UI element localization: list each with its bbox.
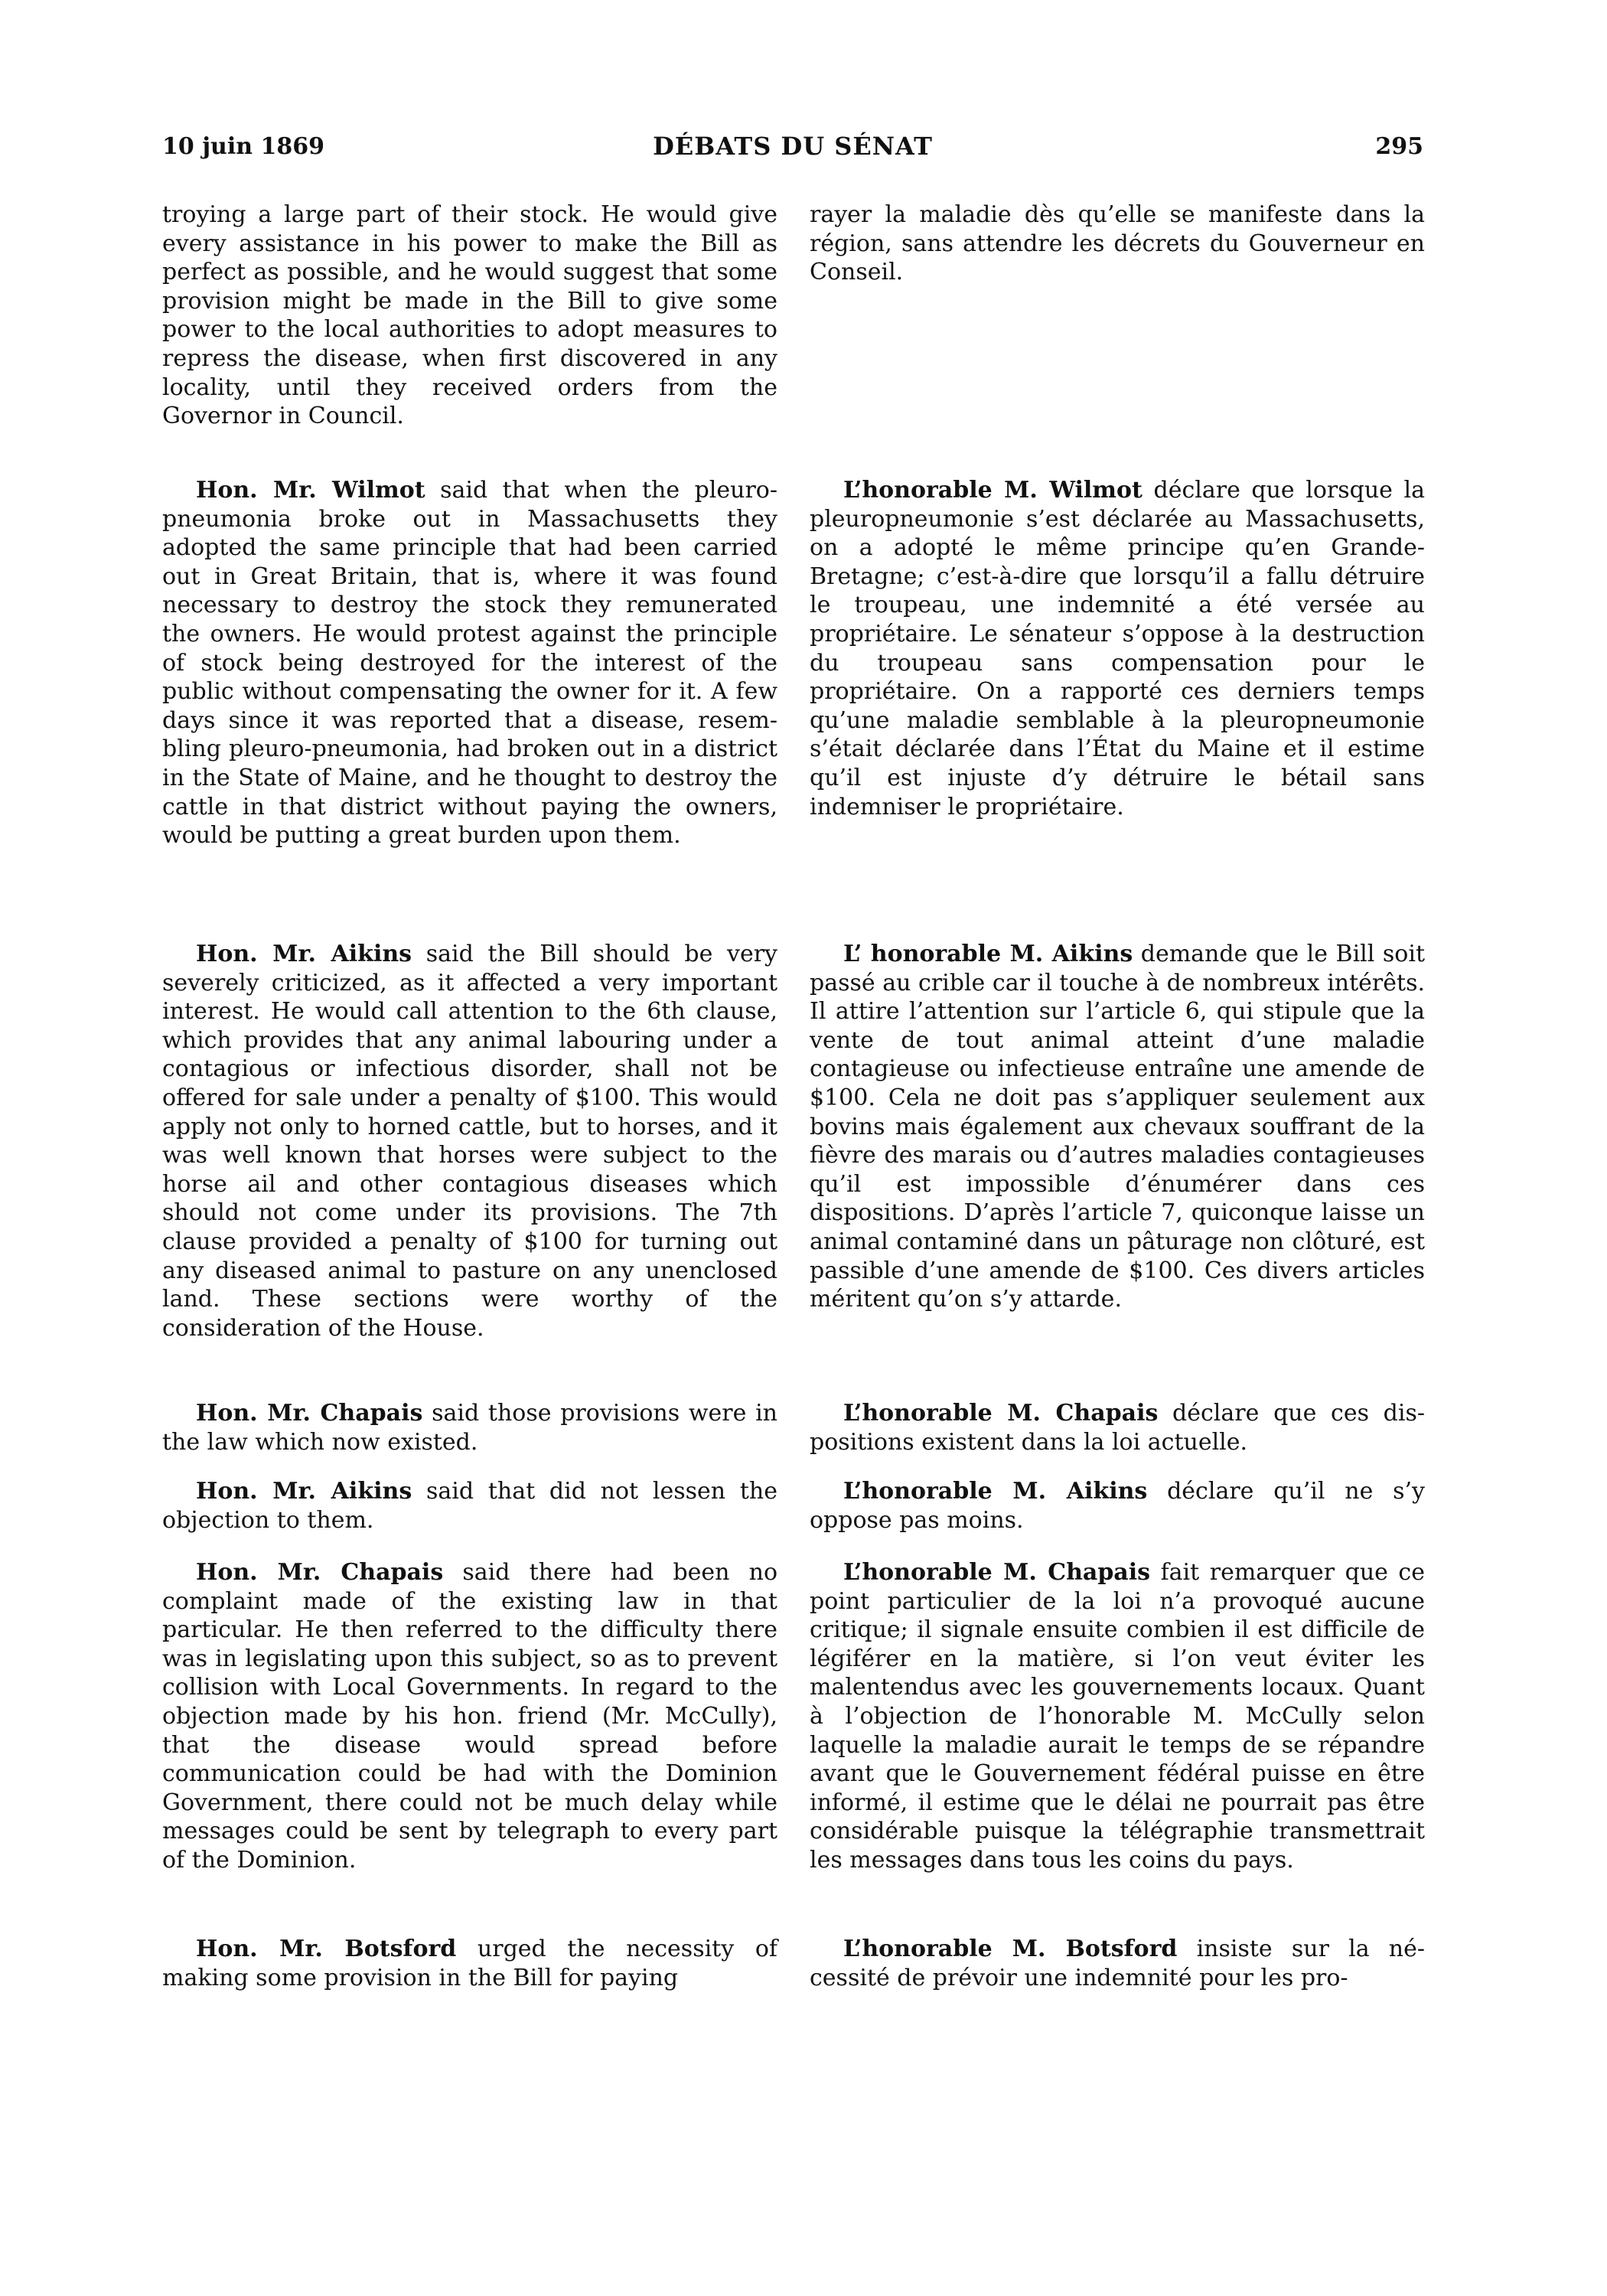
speech-text: said that did not lessen the objection to them. xyxy=(162,1478,777,1534)
english-paragraph-6 xyxy=(162,1558,777,1875)
header-title: DÉBATS DU SÉNAT xyxy=(653,132,933,161)
english-paragraph-5 xyxy=(162,1477,777,1534)
page-number: 295 xyxy=(1375,133,1423,160)
speaker-name: L’honorable M. Chapais xyxy=(843,1400,1159,1427)
english-paragraph-4 xyxy=(162,1399,777,1456)
speaker-name: L’honorable M. Chapais xyxy=(843,1559,1151,1586)
speech-text: déclare que ces dispositions existent dans la loi actuelle. xyxy=(810,1400,1425,1456)
french-paragraph-2 xyxy=(810,476,1425,821)
speaker-name: L’honorable M. Aikins xyxy=(843,1478,1148,1505)
speech-text: said that when the pleuro-pneumonia broke out in Massachusetts they adopted the same principle that had been carried out in Great Britain, that is, where it was found necessary to destroy the stock they remunerated the owners. He would protest against the principle of stock being destroyed for the interest of the public without compensating the owner for it. A few days since it was reported that a disease, resembling pleuro-pneumonia, had broken out in a district in the State of Maine, and he thought to destroy the cattle in that district without paying the owners, would be putting a great burden upon them. xyxy=(162,477,777,850)
french-paragraph-5 xyxy=(810,1477,1425,1534)
french-paragraph-4 xyxy=(810,1399,1425,1456)
english-paragraph-1 xyxy=(162,201,777,431)
speech-text: fait remarquer que ce point particulier de la loi n’a provoqué aucune critique; il signale ensuite combien il est difficile de légiférer en la matière, si l’on veut éviter les malentendus avec les gouvernements locaux. Quant à l’objection de l’honorable M. McCully selon laquelle la maladie aurait le temps de se répandre avant que le Gouvernement fédéral puisse en être informé, il estime que le délai ne pourrait pas être considérable puisque la télégraphie transmettrait les messages dans tous les coins du pays. xyxy=(810,1559,1425,1874)
speech-text: said the Bill should be very severely criticized, as it affected a very important interest. He would call attention to the 6th clause, which provides that any animal labouring under a contagious or infectious disorder, shall not be offered for sale under a penalty of $100. This would apply not only to horned cattle, but to horses, and it was well known that horses were subject to the horse ail and other contagious diseases which should not come under its provisions. The 7th clause provided a penalty of $100 for turning out any diseased animal to pasture on any unenclosed land. These sections were worthy of the consideration of the House. xyxy=(162,941,777,1342)
speaker-name: Hon. Mr. Chapais xyxy=(196,1559,444,1586)
speaker-name: L’honorable M. Botsford xyxy=(843,1936,1178,1962)
speaker-name: Hon. Mr. Aikins xyxy=(196,941,412,967)
english-paragraph-7 xyxy=(162,1935,777,1992)
speaker-name: Hon. Mr. Aikins xyxy=(196,1478,412,1505)
speech-text: said those provisions were in the law which now existed. xyxy=(162,1400,777,1456)
speech-text: rayer la maladie dès qu’elle se manifeste dans la région, sans attendre les décrets du Gouverneur en Conseil. xyxy=(810,201,1425,286)
english-paragraph-3 xyxy=(162,940,777,1342)
speaker-name: L’honorable M. Wilmot xyxy=(843,477,1143,504)
speech-text: déclare qu’il ne s’y oppose pas moins. xyxy=(810,1478,1425,1534)
french-paragraph-7 xyxy=(810,1935,1425,1992)
page-header xyxy=(162,129,1423,167)
speaker-name: L’ honorable M. Aikins xyxy=(843,941,1133,967)
speaker-name: Hon. Mr. Chapais xyxy=(196,1400,423,1427)
header-date: 10 juin 1869 xyxy=(162,133,325,160)
speaker-name: Hon. Mr. Wilmot xyxy=(196,477,425,504)
speech-text: said there had been no complaint made of the existing law in that particular. He then referred to the difficulty there was in legislating upon this subject, so as to prevent collision with Local Governments. In regard to the objection made by his hon. friend (Mr. McCully), that the disease would spread before communication could be had with the Dominion Government, there could not be much delay while messages could be sent by telegraph to every part of the Dominion. xyxy=(162,1559,778,1874)
speech-text: déclare que lorsque la pleuropneumonie s’est déclarée au Massachusetts, on a adopté le même principe qu’en Grande-Bretagne; c’est-à-dire que lorsqu’il a fallu détruire le troupeau, une indemnité a été versée au propriétaire. Le sénateur s’oppose à la destruction du troupeau sans compensation pour le propriétaire. On a rapporté ces derniers temps qu’une maladie semblable à la pleuropneumonie s’était déclarée dans l’État du Maine et il estime qu’il est injuste d’y détruire le bétail sans indemniser le propriétaire. xyxy=(810,477,1425,820)
speech-text: insiste sur la nécessité de prévoir une indemnité pour les pro- xyxy=(810,1936,1425,1991)
speech-text: demande que le Bill soit passé au crible car il touche à de nombreux intérêts. Il attire l’attention sur l’article 6, qui stipule que la vente de tout animal atteint d’une maladie contagieuse ou infectieuse entraîne une amende de $100. Cela ne doit pas s’appliquer seulement aux bovins mais également aux chevaux souffrant de la fièvre des marais ou d’autres maladies contagieuses qu’il est impossible d’énumérer dans ces dispositions. D’après l’article 7, quiconque laisse un animal contaminé dans un pâturage non clôturé, est passible d’une amende de $100. Ces divers articles méritent qu’on s’y attarde. xyxy=(810,941,1425,1313)
french-paragraph-3 xyxy=(810,940,1425,1314)
speaker-name: Hon. Mr. Botsford xyxy=(196,1936,457,1962)
english-paragraph-2 xyxy=(162,476,777,850)
speech-text: troying a large part of their stock. He would give every assistance in his power to make the Bill as perfect as possible, and he would suggest that some provision might be made in the Bill to give some power to the local authorities to adopt measures to repress the disease, when first discovered in any locality, until they received orders from the Governor in Council. xyxy=(162,201,777,430)
french-paragraph-1 xyxy=(810,201,1425,287)
speech-text: urged the necessity of making some provision in the Bill for paying xyxy=(162,1936,777,1991)
french-paragraph-6 xyxy=(810,1558,1425,1875)
